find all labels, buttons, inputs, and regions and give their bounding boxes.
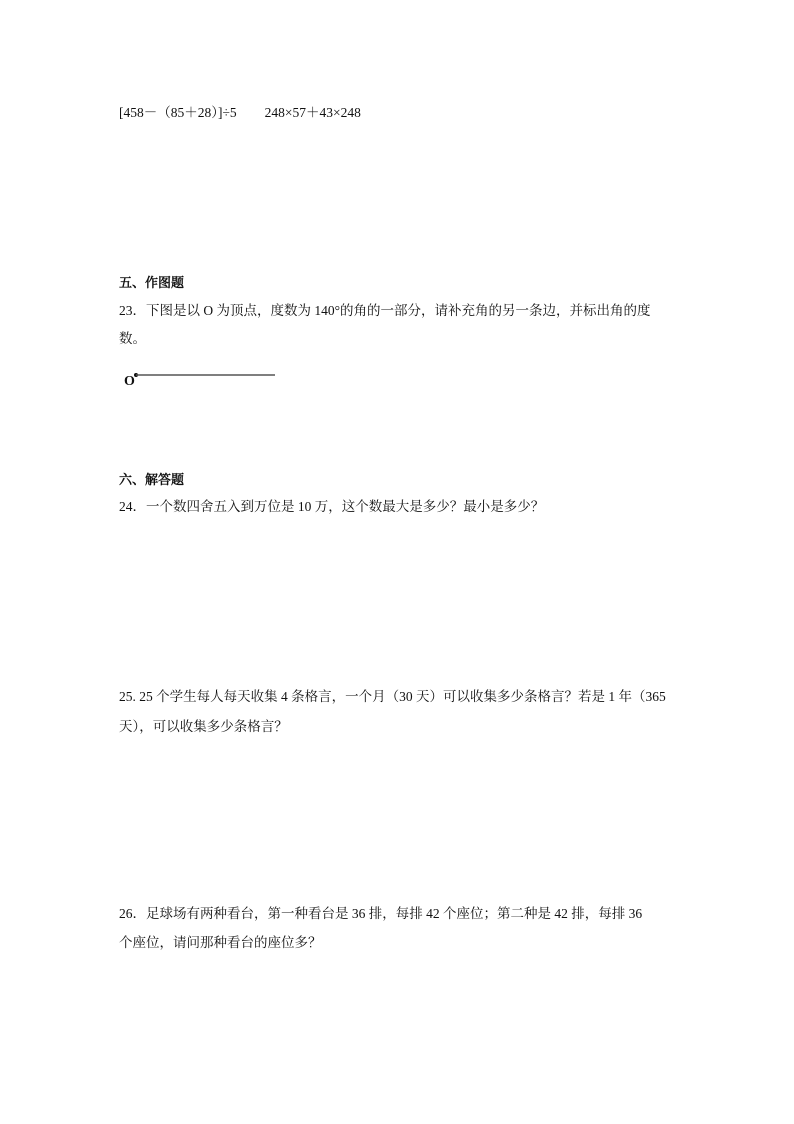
- question-25-line-1: 25. 25 个学生每人每天收集 4 条格言，一个月（30 天）可以收集多少条格言？若是 1 年（365: [119, 689, 666, 704]
- question-26-line-2: 个座位，请问那种看台的座位多？: [119, 935, 322, 950]
- question-25-line-2: 天），可以收集多少条格言？: [119, 719, 288, 734]
- expression-2: 248×57＋43×248: [264, 105, 361, 120]
- expression-1: [458－（85＋28）]÷5: [119, 105, 237, 120]
- section-5-heading: 五、作图题: [119, 276, 185, 291]
- vertex-label: O: [124, 374, 135, 389]
- question-24-line-1: 24．一个数四舍五入到万位是 10 万，这个数最大是多少？最小是多少？: [119, 499, 545, 514]
- question-23-line-1: 23．下图是以 O 为顶点，度数为 140°的角的一部分，请补充角的另一条边，并标出角的度: [119, 303, 651, 318]
- angle-figure: [120, 366, 280, 390]
- calculation-row: [119, 104, 361, 122]
- angle-ray-svg: [120, 366, 280, 390]
- section-6-heading: 六、解答题: [119, 473, 185, 488]
- question-23-line-2: 数。: [119, 331, 146, 346]
- question-26-line-1: 26．足球场有两种看台，第一种看台是 36 排，每排 42 个座位；第二种是 42 排，每排 36: [119, 906, 643, 921]
